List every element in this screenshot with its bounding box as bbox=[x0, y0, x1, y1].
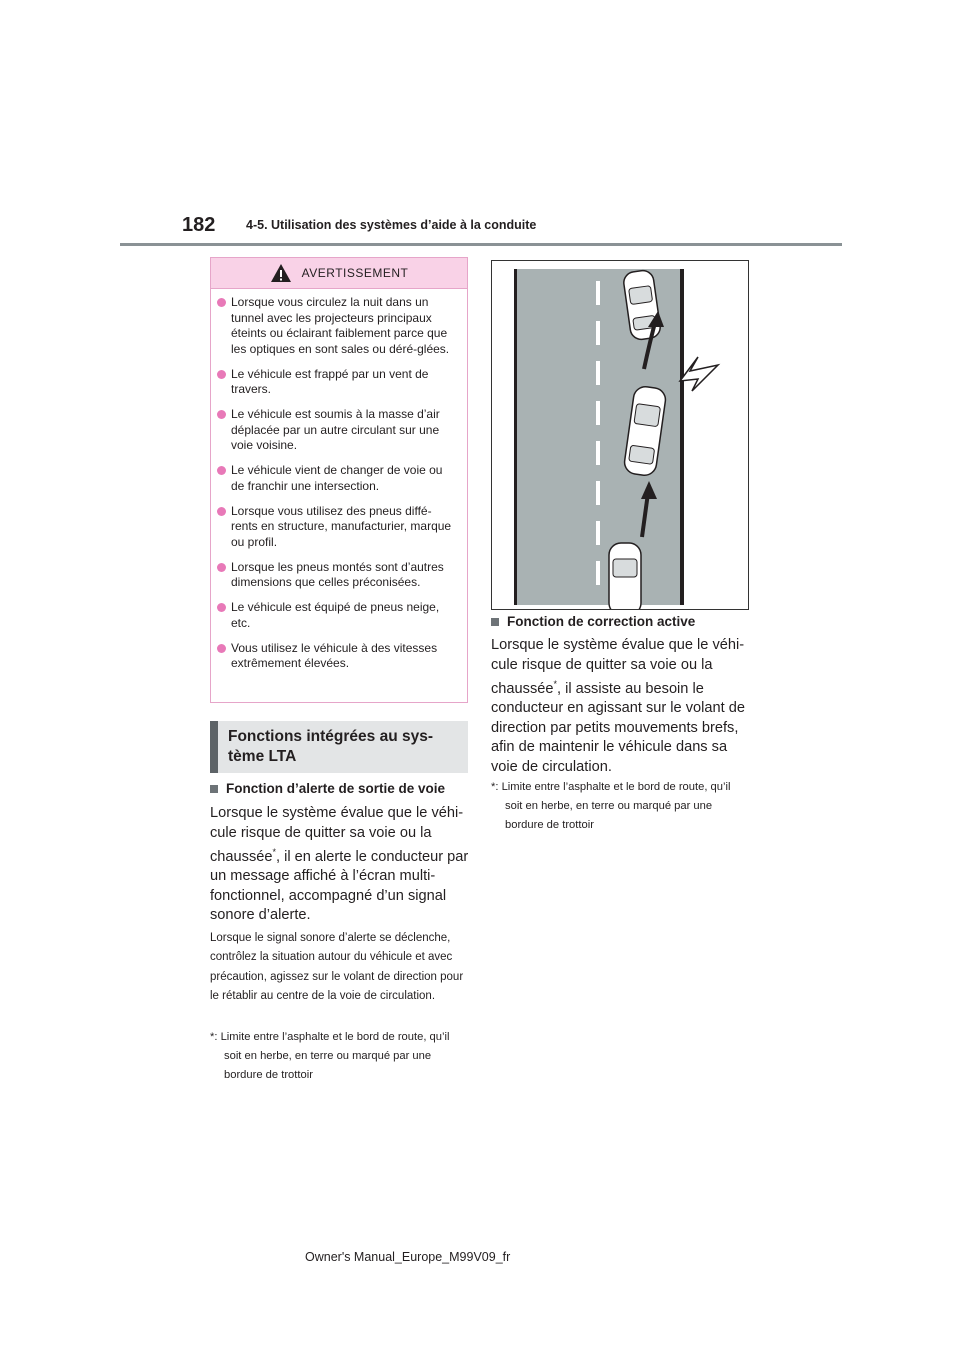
car-bottom bbox=[609, 543, 641, 609]
warning-item: Lorsque les pneus montés sont d’autres dimensions que celles préconisées. bbox=[217, 560, 457, 591]
warning-item: Le véhicule vient de changer de voie ou de franchir une intersection. bbox=[217, 463, 457, 494]
warning-title: AVERTISSEMENT bbox=[301, 266, 409, 280]
warning-item: Vous utilisez le véhicule à des vitesses extrêmement élevées. bbox=[217, 641, 457, 672]
warning-item: Le véhicule est équipé de pneus neige, etc. bbox=[217, 600, 457, 631]
warning-triangle-icon bbox=[270, 263, 292, 283]
bullet-icon bbox=[217, 466, 226, 475]
vibration-icon bbox=[680, 357, 718, 391]
alert-instruction: Lorsque le signal sonore d’alerte se déclenche, contrôlez la situation autour du véhicule et avec précaution, agissez sur le volant de direction pour le rétablir au centre de la voie de circulation. bbox=[210, 932, 464, 1003]
warning-item: Lorsque vous utilisez des pneus diffé-rents en structure, manufacturier, marque ou profil. bbox=[217, 504, 457, 551]
bullet-icon bbox=[217, 298, 226, 307]
lane-diagram bbox=[492, 261, 748, 609]
section-heading: Fonctions intégrées au sys-tème LTA bbox=[210, 721, 468, 773]
road-edge-left bbox=[514, 269, 517, 605]
page-number: 182 bbox=[182, 214, 216, 236]
alert-paragraph: Lorsque le système évalue que le véhi-cule risque de quitter sa voie ou la chaussée*, il en alerte le conducteur par un message affiché à l’écran multi-fonctionnel, accompagné d’un signal sonore d’alerte. bbox=[210, 805, 469, 924]
correction-footnote: *: Limite entre l’asphalte et le bord de route, qu’il soit en herbe, en terre ou marqué par une bordure de trottoir bbox=[491, 781, 731, 831]
alert-heading: Fonction d’alerte de sortie de voie bbox=[210, 781, 445, 796]
correction-paragraph: Lorsque le système évalue que le véhi-cule risque de quitter sa voie ou la chaussée*, il assiste au besoin le conducteur en agissant sur le volant de direction par petits mouvements brefs, afin de maintenir le véhicule dans sa voie de circulation. bbox=[491, 637, 745, 775]
warning-list bbox=[211, 289, 467, 672]
warning-item: Le véhicule est soumis à la masse d’air déplacée par un autre circulant sur une voie voisine. bbox=[217, 407, 457, 454]
alert-footnote: *: Limite entre l’asphalte et le bord de route, qu’il soit en herbe, en terre ou marqué par une bordure de trottoir bbox=[210, 1031, 450, 1081]
warning-header bbox=[211, 258, 467, 289]
bullet-icon bbox=[217, 507, 226, 516]
bullet-icon bbox=[217, 410, 226, 419]
footer-text: Owner's Manual_Europe_M99V09_fr bbox=[305, 1250, 511, 1264]
bullet-icon bbox=[217, 603, 226, 612]
square-bullet-icon bbox=[491, 618, 499, 626]
warning-box bbox=[210, 257, 468, 703]
warning-item: Le véhicule est frappé par un vent de travers. bbox=[217, 367, 457, 398]
correction-heading: Fonction de correction active bbox=[491, 614, 695, 629]
bullet-icon bbox=[217, 563, 226, 572]
lane-illustration bbox=[491, 260, 749, 610]
square-bullet-icon bbox=[210, 785, 218, 793]
road-edge-right bbox=[680, 269, 684, 605]
section-title: 4-5. Utilisation des systèmes d’aide à la conduite bbox=[246, 218, 537, 232]
bullet-icon bbox=[217, 370, 226, 379]
warning-item: Lorsque vous circulez la nuit dans un tunnel avec les projecteurs principaux éteints ou éclairant faiblement parce que les optiques en sont sales ou déré-glées. bbox=[217, 295, 457, 357]
bullet-icon bbox=[217, 644, 226, 653]
header-rule bbox=[120, 243, 842, 246]
